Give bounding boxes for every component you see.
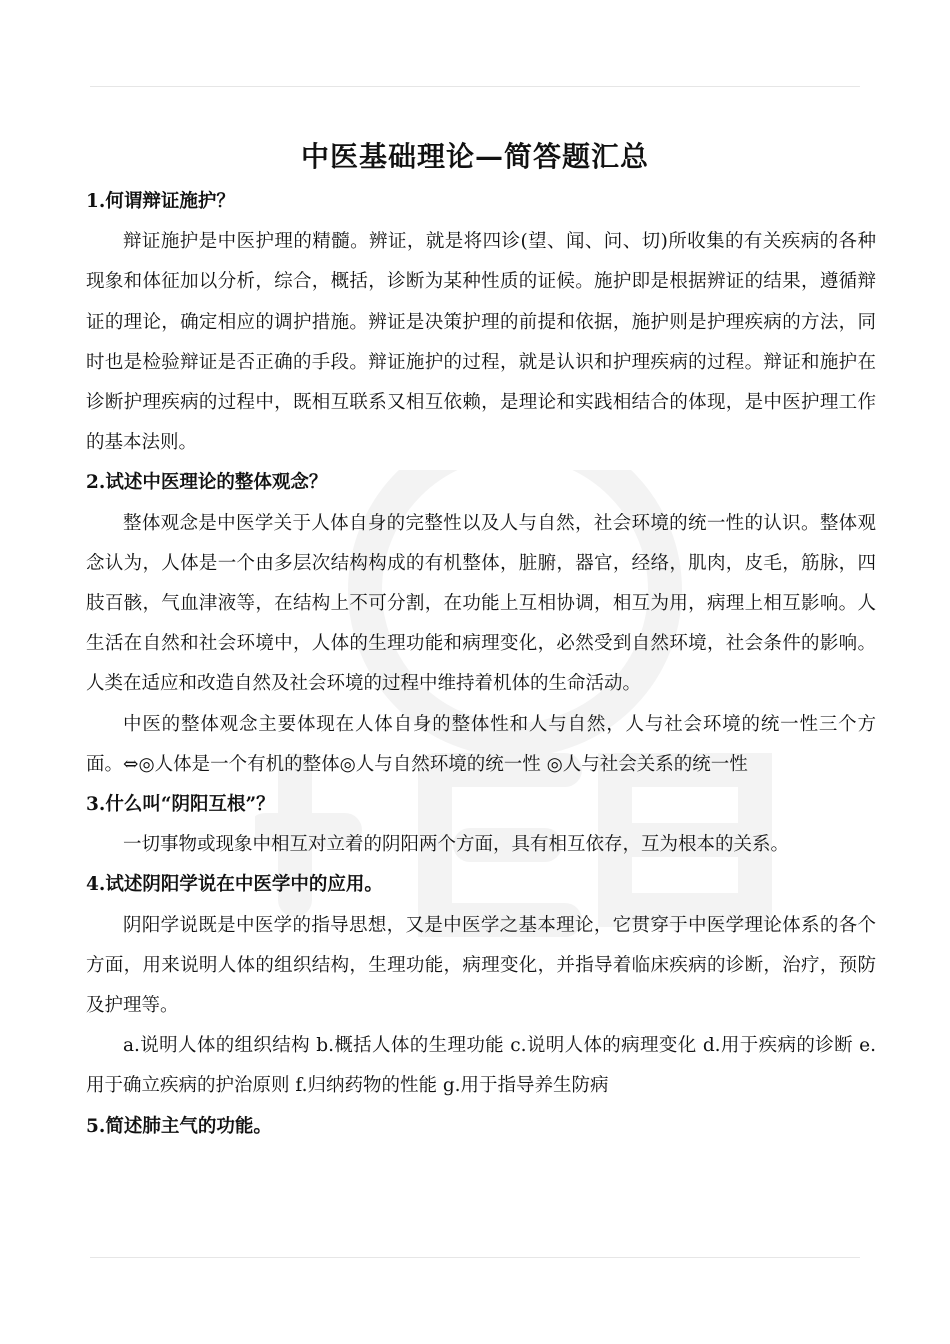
question-3-heading: 3.什么叫“阴阳互根”？ — [86, 794, 275, 816]
question-4-heading: 4.试述阴阳学说在中医学中的应用。 — [86, 874, 383, 896]
question-5-heading: 5.简述肺主气的功能。 — [86, 1115, 272, 1137]
answer-4-paragraph-1: 阴阳学说既是中医学的指导思想，又是中医学之基本理论，它贯穿于中医学理论体系的各个方面，用来说明人体的组织结构，生理功能，病理变化，并指导着临床疾病的诊断，治疗，预防及护理等。 — [86, 914, 876, 1017]
question-2-heading: 2.试述中医理论的整体观念？ — [86, 472, 328, 494]
answer-2-paragraph-1: 整体观念是中医学关于人体自身的完整性以及人与自然，社会环境的统一性的认识。整体观念认为，人体是一个由多层次结构构成的有机整体，脏腑，器官，经络，肌肉，皮毛，筋脉，四肢百骸，气血津液等，在结构上不可分割，在功能上互相协调，相互为用，病理上相互影响。人生活在自然和社会环境中，人体的生理功能和病理变化，必然受到自然环境，社会条件的影响。人类在适应和改造自然及社会环境的过程中维持着机体的生命活动。 — [86, 512, 876, 695]
question-1-heading: 1.何谓辩证施护？ — [86, 191, 235, 212]
document-body — [86, 182, 876, 1147]
top-divider — [90, 86, 860, 87]
answer-1-paragraph: 辩证施护是中医护理的精髓。辨证，就是将四诊(望、闻、问、切)所收集的有关疾病的各种现象和体征加以分析，综合，概括，诊断为某种性质的证候。施护即是根据辨证的结果，遵循辩证的理论，确定相应的调护措施。辨证是决策护理的前提和依据，施护则是护理疾病的方法，同时也是检验辩证是否正确的手段。辩证施护的过程，就是认识和护理疾病的过程。辩证和施护在诊断护理疾病的过程中，既相互联系又相互依赖，是理论和实践相结合的体现，是中医护理工作的基本法则。 — [86, 231, 876, 454]
document-title: 中医基础理论—简答题汇总 — [300, 139, 649, 173]
answer-2-paragraph-2: 中医的整体观念主要体现在人体自身的整体性和人与自然，人与社会环境的统一性三个方面。⇔◎人体是一个有机的整体◎人与自然环境的统一性 ◎人与社会关系的统一性 — [86, 713, 876, 775]
answer-3-paragraph: 一切事物或现象中相互对立着的阴阳两个方面，具有相互依存，互为根本的关系。 — [123, 834, 790, 856]
bottom-divider — [90, 1257, 860, 1258]
answer-4-paragraph-2: a.说明人体的组织结构 b.概括人体的生理功能 c.说明人体的病理变化 d.用于疾病的诊断 e.用于确立疾病的护治原则 f.归纳药物的性能 g.用于指导养生防病 — [86, 1035, 876, 1097]
